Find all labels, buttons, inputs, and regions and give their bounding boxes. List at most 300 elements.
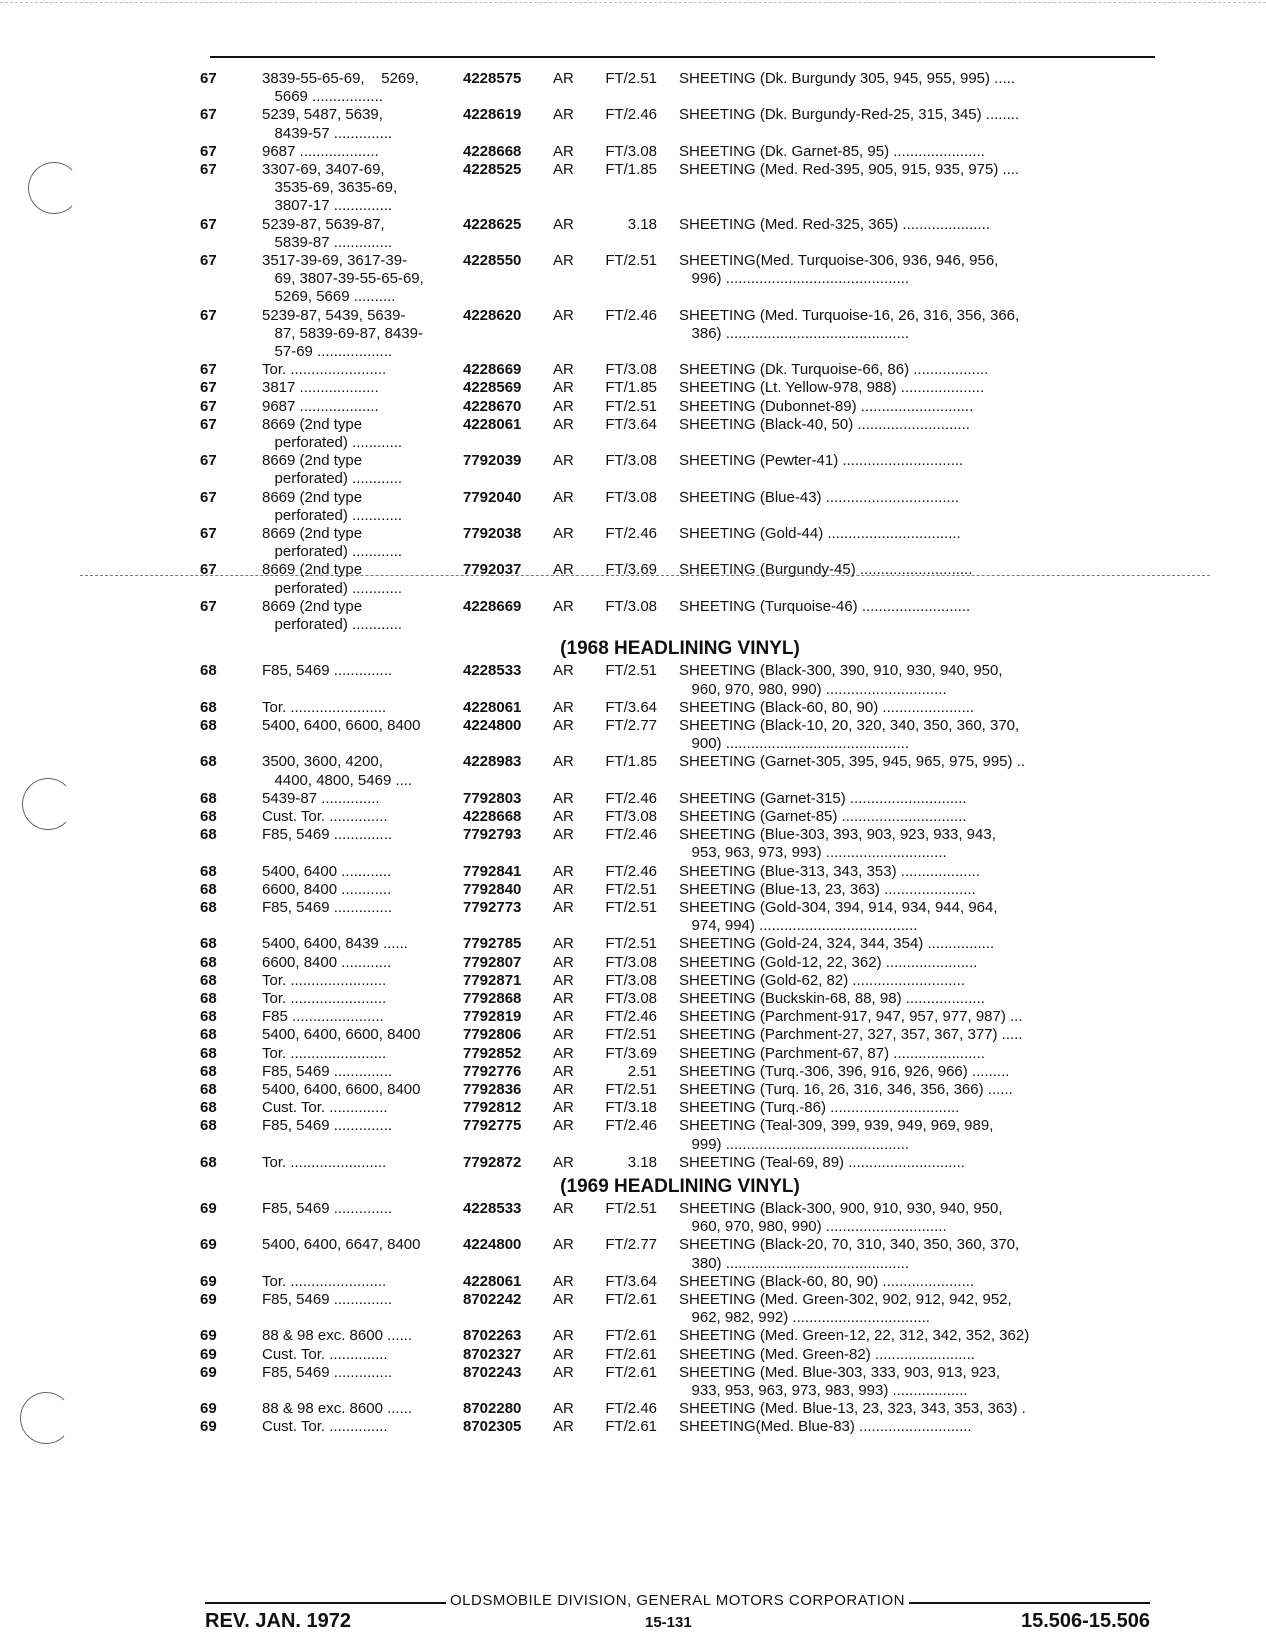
description-cell: SHEETING(Med. Blue-83) ........................... xyxy=(679,1418,972,1436)
quantity-cell: AR xyxy=(553,1363,574,1381)
part-number-cell: 7792776 xyxy=(463,1062,522,1080)
year-cell: 67 xyxy=(200,452,217,470)
year-cell: 68 xyxy=(200,1117,217,1135)
year-cell: 68 xyxy=(200,789,217,807)
model-cell: Tor. ....................... xyxy=(262,361,387,379)
part-number-cell: 7792872 xyxy=(463,1153,522,1171)
model-cell: 8669 (2nd type perforated) ............ xyxy=(262,488,403,524)
quantity-cell: AR xyxy=(553,397,574,415)
part-number-cell: 4228533 xyxy=(463,662,522,680)
part-number-cell: 7792812 xyxy=(463,1099,522,1117)
description-cell: SHEETING (Black-300, 900, 910, 930, 940, 950, 960, 970, 980, 990) ............................. xyxy=(679,1199,1003,1236)
table-row xyxy=(200,106,1160,142)
price-cell: FT/1.85 xyxy=(605,379,657,397)
description-cell: SHEETING (Garnet-315) ............................ xyxy=(679,789,967,807)
quantity-cell: AR xyxy=(553,1099,574,1117)
quantity-cell: AR xyxy=(553,662,574,680)
part-number-cell: 4228668 xyxy=(463,807,522,825)
price-cell: FT/2.46 xyxy=(605,306,657,324)
price-cell: FT/3.64 xyxy=(605,1272,657,1290)
table-row xyxy=(200,361,1160,379)
year-cell: 69 xyxy=(200,1199,217,1217)
description-cell: SHEETING (Buckskin-68, 88, 98) ................... xyxy=(679,989,985,1007)
quantity-cell: AR xyxy=(553,415,574,433)
part-number-cell: 7792841 xyxy=(463,862,522,880)
top-rule xyxy=(210,56,1155,58)
price-cell: FT/2.46 xyxy=(605,106,657,124)
price-cell: FT/2.61 xyxy=(605,1363,657,1381)
description-cell: SHEETING (Med. Red-395, 905, 915, 935, 975) .... xyxy=(679,161,1020,179)
price-cell: FT/2.51 xyxy=(605,1080,657,1098)
part-number-cell: 4228669 xyxy=(463,597,522,615)
description-cell: SHEETING (Teal-69, 89) ............................ xyxy=(679,1153,965,1171)
table-row xyxy=(200,307,1160,362)
part-number-cell: 4228669 xyxy=(463,361,522,379)
description-cell: SHEETING (Dk. Garnet-85, 95) ...................... xyxy=(679,142,985,160)
quantity-cell: AR xyxy=(553,1345,574,1363)
year-cell: 67 xyxy=(200,488,217,506)
quantity-cell: AR xyxy=(553,306,574,324)
quantity-cell: AR xyxy=(553,1080,574,1098)
table-row xyxy=(200,452,1160,488)
table-row xyxy=(200,416,1160,452)
year-cell: 69 xyxy=(200,1272,217,1290)
quantity-cell: AR xyxy=(553,862,574,880)
price-cell: FT/3.08 xyxy=(605,452,657,470)
table-row xyxy=(200,990,1160,1008)
table-row xyxy=(200,863,1160,881)
price-cell: FT/3.69 xyxy=(605,561,657,579)
table-row xyxy=(200,826,1160,862)
part-number-cell: 4228061 xyxy=(463,415,522,433)
price-cell: FT/2.46 xyxy=(605,1400,657,1418)
model-cell: 8669 (2nd type perforated) ............ xyxy=(262,452,403,488)
quantity-cell: AR xyxy=(553,1400,574,1418)
description-cell: SHEETING (Dk. Burgundy-Red-25, 315, 345) ........ xyxy=(679,106,1020,124)
model-cell: F85, 5469 .............. xyxy=(262,1117,393,1135)
table-row xyxy=(200,1045,1160,1063)
model-cell: F85, 5469 .............. xyxy=(262,1199,393,1217)
model-cell: 5239-87, 5439, 5639- 87, 5839-69-87, 8439- 57-69 .................. xyxy=(262,306,423,361)
table-row xyxy=(200,398,1160,416)
part-number-cell: 7792840 xyxy=(463,880,522,898)
table-row xyxy=(200,1236,1160,1272)
model-cell: F85, 5469 .............. xyxy=(262,826,393,844)
price-cell: FT/3.08 xyxy=(605,142,657,160)
quantity-cell: AR xyxy=(553,971,574,989)
price-cell: FT/3.69 xyxy=(605,1044,657,1062)
price-cell: FT/3.08 xyxy=(605,597,657,615)
price-cell: FT/3.08 xyxy=(605,971,657,989)
year-cell: 68 xyxy=(200,898,217,916)
price-cell: 3.18 xyxy=(627,215,657,233)
quantity-cell: AR xyxy=(553,1199,574,1217)
description-cell: SHEETING (Gold-304, 394, 914, 934, 944, 964, 974, 994) ...................................... xyxy=(679,898,998,935)
price-cell: FT/2.46 xyxy=(605,789,657,807)
description-cell: SHEETING (Parchment-67, 87) ...................... xyxy=(679,1044,985,1062)
description-cell: SHEETING (Blue-43) ................................ xyxy=(679,488,960,506)
model-cell: 6600, 8400 ............ xyxy=(262,953,392,971)
year-cell: 69 xyxy=(200,1363,217,1381)
description-cell: SHEETING (Parchment-917, 947, 957, 977, 987) ... xyxy=(679,1008,1023,1026)
year-cell: 67 xyxy=(200,161,217,179)
footer-division xyxy=(205,1592,1150,1609)
description-cell: SHEETING (Turq.-306, 396, 916, 926, 966) ......... xyxy=(679,1062,1010,1080)
price-cell: FT/3.08 xyxy=(605,361,657,379)
table-row xyxy=(200,699,1160,717)
part-number-cell: 7792775 xyxy=(463,1117,522,1135)
price-cell: FT/2.61 xyxy=(605,1291,657,1308)
part-number-cell: 7792037 xyxy=(463,561,522,579)
model-cell: F85, 5469 .............. xyxy=(262,1062,393,1080)
quantity-cell: AR xyxy=(553,1291,574,1308)
price-cell: FT/3.64 xyxy=(605,415,657,433)
quantity-cell: AR xyxy=(553,1418,574,1436)
quantity-cell: AR xyxy=(553,1272,574,1290)
table-row xyxy=(200,954,1160,972)
table-row xyxy=(200,252,1160,307)
part-number-cell: 7792793 xyxy=(463,826,522,844)
model-cell: 3307-69, 3407-69, 3535-69, 3635-69, 3807-17 .............. xyxy=(262,161,398,215)
part-number-cell: 7792806 xyxy=(463,1026,522,1044)
year-cell: 68 xyxy=(200,862,217,880)
year-cell: 67 xyxy=(200,142,217,160)
part-number-cell: 8702280 xyxy=(463,1400,522,1418)
price-cell: FT/2.51 xyxy=(605,1026,657,1044)
part-number-cell: 8702242 xyxy=(463,1291,522,1308)
part-number-cell: 4228619 xyxy=(463,106,522,124)
price-cell: FT/2.46 xyxy=(605,1117,657,1135)
part-number-cell: 7792039 xyxy=(463,452,522,470)
table-row xyxy=(200,1008,1160,1026)
model-cell: Cust. Tor. .............. xyxy=(262,1345,388,1363)
part-number-cell: 7792038 xyxy=(463,525,522,543)
model-cell: 5439-87 .............. xyxy=(262,789,380,807)
description-cell: SHEETING (Dubonnet-89) ........................... xyxy=(679,397,974,415)
description-cell: SHEETING (Black-40, 50) ........................... xyxy=(679,415,970,433)
model-cell: Tor. ....................... xyxy=(262,1044,387,1062)
description-cell: SHEETING (Turq. 16, 26, 316, 346, 356, 366) ...... xyxy=(679,1080,1013,1098)
year-cell: 68 xyxy=(200,698,217,716)
rows-1968 xyxy=(200,662,1160,1172)
year-cell: 68 xyxy=(200,971,217,989)
model-cell: 6600, 8400 ............ xyxy=(262,880,392,898)
year-cell: 67 xyxy=(200,361,217,379)
table-row xyxy=(200,70,1160,106)
description-cell: SHEETING (Med. Blue-13, 23, 323, 343, 353, 363) . xyxy=(679,1400,1026,1418)
part-number-cell: 4228670 xyxy=(463,397,522,415)
quantity-cell: AR xyxy=(553,161,574,179)
quantity-cell: AR xyxy=(553,215,574,233)
table-row xyxy=(200,1346,1160,1364)
description-cell: SHEETING (Med. Red-325, 365) ..................... xyxy=(679,215,990,233)
quantity-cell: AR xyxy=(553,989,574,1007)
description-cell: SHEETING (Burgundy-45) ........................... xyxy=(679,561,973,579)
part-number-cell: 4228550 xyxy=(463,252,522,270)
price-cell: FT/3.08 xyxy=(605,807,657,825)
quantity-cell: AR xyxy=(553,698,574,716)
year-cell: 68 xyxy=(200,1099,217,1117)
description-cell: SHEETING (Med. Green-12, 22, 312, 342, 352, 362) xyxy=(679,1327,1030,1345)
part-number-cell: 8702263 xyxy=(463,1327,522,1345)
price-cell: FT/1.85 xyxy=(605,161,657,179)
table-row xyxy=(200,1327,1160,1345)
quantity-cell: AR xyxy=(553,1153,574,1171)
year-cell: 69 xyxy=(200,1345,217,1363)
model-cell: F85, 5469 .............. xyxy=(262,662,393,680)
part-number-cell: 8702327 xyxy=(463,1345,522,1363)
model-cell: 8669 (2nd type perforated) ............ xyxy=(262,525,403,561)
footer-division-text: OLDSMOBILE DIVISION, GENERAL MOTORS CORPORATION xyxy=(446,1592,909,1609)
part-number-cell: 7792040 xyxy=(463,488,522,506)
quantity-cell: AR xyxy=(553,1008,574,1026)
model-cell: 88 & 98 exc. 8600 ...... xyxy=(262,1400,413,1418)
model-cell: 8669 (2nd type perforated) ............ xyxy=(262,561,403,597)
section-heading-1969: (1969 HEADLINING VINYL) xyxy=(560,1175,800,1197)
part-number-cell: 8702243 xyxy=(463,1363,522,1381)
model-cell: 5400, 6400, 6647, 8400 xyxy=(262,1236,421,1254)
description-cell: SHEETING(Med. Turquoise-306, 936, 946, 956, 996) ............................................ xyxy=(679,252,999,288)
year-cell: 67 xyxy=(200,70,217,87)
table-row xyxy=(200,143,1160,161)
part-number-cell: 4228983 xyxy=(463,753,522,771)
year-cell: 69 xyxy=(200,1236,217,1254)
description-cell: SHEETING (Parchment-27, 327, 357, 367, 377) ..... xyxy=(679,1026,1023,1044)
part-number-cell: 7792871 xyxy=(463,971,522,989)
description-cell: SHEETING (Med. Blue-303, 333, 903, 913, 923, 933, 953, 963, 973, 983, 993) .................. xyxy=(679,1363,1001,1400)
part-number-cell: 4228533 xyxy=(463,1199,522,1217)
quantity-cell: AR xyxy=(553,1236,574,1254)
year-cell: 68 xyxy=(200,1044,217,1062)
year-cell: 67 xyxy=(200,379,217,397)
description-cell: SHEETING (Blue-303, 393, 903, 923, 933, 943, 953, 963, 973, 993) ............................. xyxy=(679,826,996,862)
table-row xyxy=(200,489,1160,525)
scan-edge-line xyxy=(0,2,1266,3)
price-cell: FT/3.08 xyxy=(605,488,657,506)
year-cell: 68 xyxy=(200,1153,217,1171)
year-cell: 67 xyxy=(200,597,217,615)
quantity-cell: AR xyxy=(553,452,574,470)
description-cell: SHEETING (Turq.-86) ............................... xyxy=(679,1099,960,1117)
year-cell: 67 xyxy=(200,215,217,233)
part-number-cell: 4228525 xyxy=(463,161,522,179)
description-cell: SHEETING (Teal-309, 399, 939, 949, 969, 989, 999) ............................................ xyxy=(679,1117,994,1153)
rows-1969 xyxy=(200,1200,1160,1437)
quantity-cell: AR xyxy=(553,70,574,87)
model-cell: 8669 (2nd type perforated) ............ xyxy=(262,597,403,634)
table-row xyxy=(200,1418,1160,1436)
table-row xyxy=(200,525,1160,561)
model-cell: F85, 5469 .............. xyxy=(262,898,393,916)
model-cell: 3817 ................... xyxy=(262,379,379,397)
model-cell: Tor. ....................... xyxy=(262,1272,387,1290)
year-cell: 67 xyxy=(200,306,217,324)
quantity-cell: AR xyxy=(553,880,574,898)
description-cell: SHEETING (Garnet-85) .............................. xyxy=(679,807,967,825)
table-row xyxy=(200,808,1160,826)
description-cell: SHEETING (Dk. Burgundy 305, 945, 955, 995) ..... xyxy=(679,70,1015,87)
quantity-cell: AR xyxy=(553,716,574,734)
year-cell: 69 xyxy=(200,1291,217,1308)
price-cell: FT/2.51 xyxy=(605,397,657,415)
model-cell: Tor. ....................... xyxy=(262,989,387,1007)
model-cell: 8669 (2nd type perforated) ............ xyxy=(262,415,403,452)
price-cell: 3.18 xyxy=(627,1153,657,1171)
part-number-cell: 4228625 xyxy=(463,215,522,233)
year-cell: 67 xyxy=(200,252,217,270)
model-cell: 5239, 5487, 5639, 8439-57 .............. xyxy=(262,106,393,142)
model-cell: 3517-39-69, 3617-39- 69, 3807-39-55-65-69, 5269, 5669 .......... xyxy=(262,252,424,306)
quantity-cell: AR xyxy=(553,142,574,160)
part-number-cell: 7792807 xyxy=(463,953,522,971)
quantity-cell: AR xyxy=(553,753,574,771)
description-cell: SHEETING (Gold-44) ................................ xyxy=(679,525,961,543)
table-row xyxy=(200,1400,1160,1418)
price-cell: FT/2.61 xyxy=(605,1418,657,1436)
table-row xyxy=(200,1200,1160,1236)
quantity-cell: AR xyxy=(553,361,574,379)
table-row xyxy=(200,935,1160,953)
price-cell: FT/2.77 xyxy=(605,716,657,734)
description-cell: SHEETING (Lt. Yellow-978, 988) .................... xyxy=(679,379,985,397)
table-row xyxy=(200,561,1160,597)
table-row xyxy=(200,899,1160,935)
quantity-cell: AR xyxy=(553,488,574,506)
model-cell: F85, 5469 .............. xyxy=(262,1363,393,1381)
model-cell: 5400, 6400, 6600, 8400 xyxy=(262,1080,421,1098)
description-cell: SHEETING (Garnet-305, 395, 945, 965, 975, 995) .. xyxy=(679,753,1026,771)
description-cell: SHEETING (Dk. Turquoise-66, 86) .................. xyxy=(679,361,989,379)
table-row xyxy=(200,216,1160,252)
year-cell: 67 xyxy=(200,525,217,543)
part-number-cell: 4228668 xyxy=(463,142,522,160)
price-cell: FT/2.77 xyxy=(605,1236,657,1254)
quantity-cell: AR xyxy=(553,1026,574,1044)
description-cell: SHEETING (Blue-313, 343, 353) ................... xyxy=(679,862,980,880)
year-cell: 69 xyxy=(200,1327,217,1345)
model-cell: 88 & 98 exc. 8600 ...... xyxy=(262,1327,413,1345)
description-cell: SHEETING (Black-60, 80, 90) ...................... xyxy=(679,1272,975,1290)
quantity-cell: AR xyxy=(553,1044,574,1062)
quantity-cell: AR xyxy=(553,807,574,825)
quantity-cell: AR xyxy=(553,252,574,270)
price-cell: FT/3.08 xyxy=(605,953,657,971)
model-cell: 5400, 6400, 6600, 8400 xyxy=(262,716,421,734)
part-number-cell: 7792868 xyxy=(463,989,522,1007)
table-row xyxy=(200,717,1160,753)
price-cell: 2.51 xyxy=(627,1062,657,1080)
part-number-cell: 7792852 xyxy=(463,1044,522,1062)
binder-hole-middle xyxy=(22,778,74,830)
description-cell: SHEETING (Black-60, 80, 90) ...................... xyxy=(679,698,975,716)
quantity-cell: AR xyxy=(553,597,574,615)
year-cell: 68 xyxy=(200,989,217,1007)
part-number-cell: 4228569 xyxy=(463,379,522,397)
table-row xyxy=(200,1117,1160,1153)
model-cell: 5400, 6400, 6600, 8400 xyxy=(262,1026,421,1044)
price-cell: FT/2.61 xyxy=(605,1345,657,1363)
quantity-cell: AR xyxy=(553,789,574,807)
year-cell: 67 xyxy=(200,561,217,579)
part-number-cell: 4228061 xyxy=(463,698,522,716)
price-cell: FT/2.51 xyxy=(605,252,657,270)
part-number-cell: 4224800 xyxy=(463,1236,522,1254)
quantity-cell: AR xyxy=(553,935,574,953)
year-cell: 68 xyxy=(200,826,217,844)
table-row xyxy=(200,972,1160,990)
price-cell: FT/2.51 xyxy=(605,1199,657,1217)
part-number-cell: 4228061 xyxy=(463,1272,522,1290)
price-cell: FT/2.46 xyxy=(605,525,657,543)
description-cell: SHEETING (Gold-24, 324, 344, 354) ................ xyxy=(679,935,995,953)
price-cell: FT/3.64 xyxy=(605,698,657,716)
year-cell: 68 xyxy=(200,1080,217,1098)
quantity-cell: AR xyxy=(553,1327,574,1345)
part-number-cell: 4224800 xyxy=(463,716,522,734)
revision-date: REV. JAN. 1972 xyxy=(205,1610,352,1632)
price-cell: FT/3.08 xyxy=(605,989,657,1007)
price-cell: FT/2.61 xyxy=(605,1327,657,1345)
year-cell: 68 xyxy=(200,662,217,680)
year-cell: 68 xyxy=(200,880,217,898)
year-cell: 69 xyxy=(200,1418,217,1436)
year-cell: 68 xyxy=(200,1062,217,1080)
rows-1967 xyxy=(200,70,1160,634)
part-number-cell: 7792819 xyxy=(463,1008,522,1026)
part-number-cell: 4228575 xyxy=(463,70,522,87)
model-cell: 9687 ................... xyxy=(262,142,379,160)
quantity-cell: AR xyxy=(553,561,574,579)
table-row xyxy=(200,598,1160,634)
part-number-cell: 8702305 xyxy=(463,1418,522,1436)
model-cell: Tor. ....................... xyxy=(262,698,387,716)
year-cell: 67 xyxy=(200,106,217,124)
table-row xyxy=(200,1364,1160,1400)
model-cell: F85, 5469 .............. xyxy=(262,1291,393,1308)
quantity-cell: AR xyxy=(553,1062,574,1080)
description-cell: SHEETING (Blue-13, 23, 363) ...................... xyxy=(679,880,976,898)
table-row xyxy=(200,379,1160,397)
model-cell: Cust. Tor. .............. xyxy=(262,1099,388,1117)
model-cell: F85 ...................... xyxy=(262,1008,384,1026)
year-cell: 67 xyxy=(200,415,217,433)
binder-hole-bottom xyxy=(20,1392,72,1444)
year-cell: 68 xyxy=(200,1026,217,1044)
price-cell: FT/3.18 xyxy=(605,1099,657,1117)
price-cell: FT/2.51 xyxy=(605,662,657,680)
part-number-cell: 7792803 xyxy=(463,789,522,807)
part-number-cell: 4228620 xyxy=(463,306,522,324)
description-cell: SHEETING (Turquoise-46) .......................... xyxy=(679,597,971,615)
price-cell: FT/2.51 xyxy=(605,898,657,916)
description-cell: SHEETING (Gold-12, 22, 362) ...................... xyxy=(679,953,978,971)
table-row xyxy=(200,1099,1160,1117)
table-row xyxy=(200,662,1160,698)
description-cell: SHEETING (Med. Green-82) ........................ xyxy=(679,1345,975,1363)
table-row xyxy=(200,881,1160,899)
description-cell: SHEETING (Pewter-41) ............................. xyxy=(679,452,964,470)
description-cell: SHEETING (Gold-62, 82) ........................... xyxy=(679,971,965,989)
description-cell: SHEETING (Black-300, 390, 910, 930, 940, 950, 960, 970, 980, 990) ............................. xyxy=(679,662,1003,698)
part-number-cell: 7792785 xyxy=(463,935,522,953)
parts-listing xyxy=(200,70,1160,1437)
description-cell: SHEETING (Black-10, 20, 320, 340, 350, 360, 370, 900) ............................................ xyxy=(679,716,1020,753)
quantity-cell: AR xyxy=(553,1117,574,1135)
table-row xyxy=(200,1063,1160,1081)
price-cell: FT/2.46 xyxy=(605,1008,657,1026)
price-cell: FT/2.46 xyxy=(605,862,657,880)
year-cell: 68 xyxy=(200,953,217,971)
